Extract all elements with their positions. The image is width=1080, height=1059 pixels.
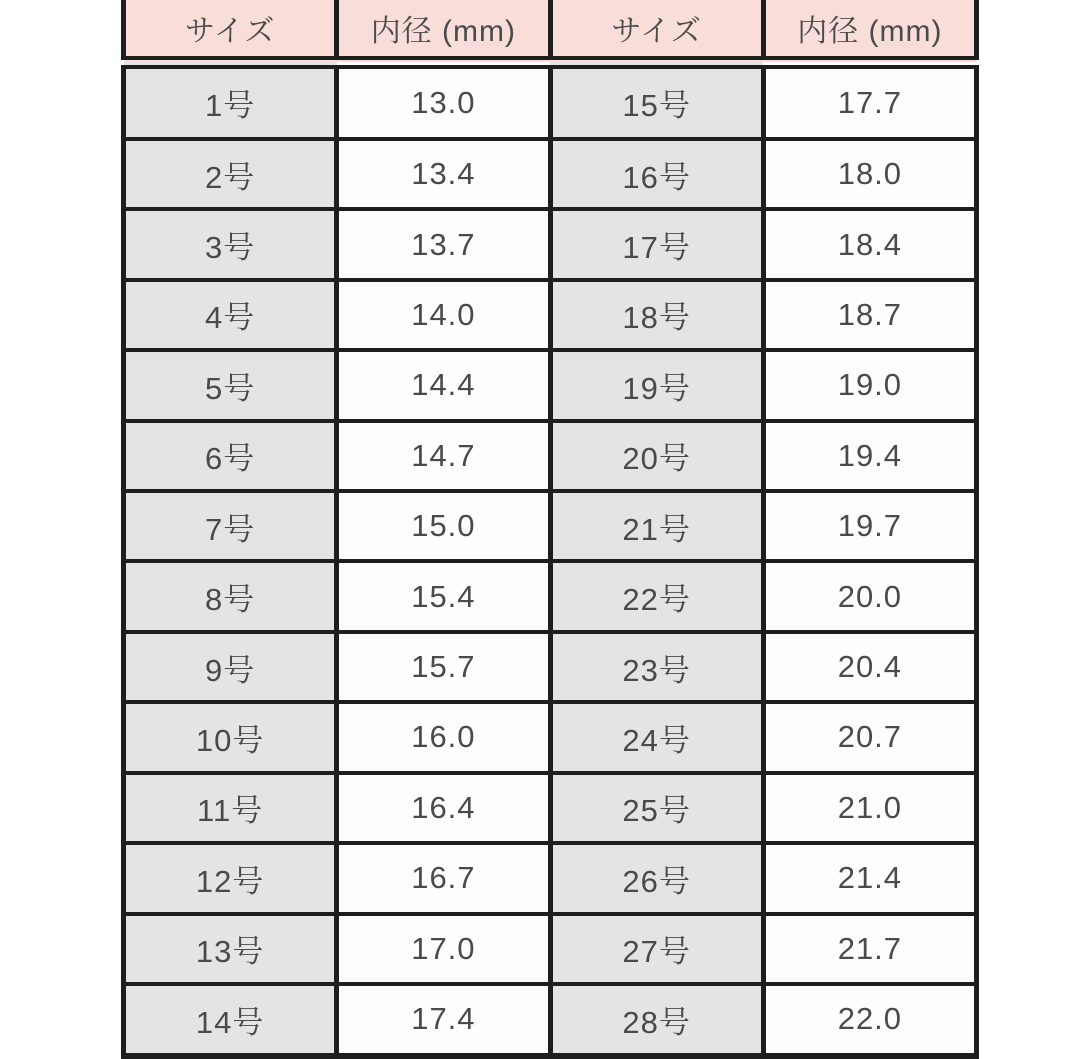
size-cell: 21号	[550, 491, 763, 561]
size-cell: 16号	[550, 139, 763, 209]
header-diameter-right: 内径 (mm)	[763, 0, 976, 62]
size-cell: 22号	[550, 561, 763, 631]
size-cell: 25号	[550, 773, 763, 843]
diameter-cell: 16.4	[337, 773, 550, 843]
diameter-cell: 14.7	[337, 421, 550, 491]
size-cell: 19号	[550, 350, 763, 420]
diameter-cell: 18.7	[763, 280, 976, 350]
diameter-cell: 21.7	[763, 914, 976, 984]
table-row	[124, 62, 977, 139]
size-cell: 20号	[550, 421, 763, 491]
table-row	[124, 280, 977, 350]
diameter-cell: 14.4	[337, 350, 550, 420]
diameter-cell: 20.0	[763, 561, 976, 631]
size-cell: 23号	[550, 632, 763, 702]
diameter-cell: 13.7	[337, 209, 550, 279]
table-row	[124, 914, 977, 984]
diameter-cell: 17.4	[337, 984, 550, 1056]
table-row	[124, 843, 977, 913]
table-row	[124, 209, 977, 279]
size-cell: 17号	[550, 209, 763, 279]
diameter-cell: 17.7	[763, 62, 976, 139]
table-row	[124, 632, 977, 702]
diameter-cell: 13.0	[337, 62, 550, 139]
header-row	[124, 0, 977, 62]
table-row	[124, 702, 977, 772]
size-cell: 14号	[124, 984, 337, 1056]
table-row	[124, 350, 977, 420]
header-size-left: サイズ	[124, 0, 337, 62]
size-cell: 10号	[124, 702, 337, 772]
size-cell: 15号	[550, 62, 763, 139]
diameter-cell: 20.4	[763, 632, 976, 702]
size-cell: 13号	[124, 914, 337, 984]
diameter-cell: 15.4	[337, 561, 550, 631]
header-diameter-left: 内径 (mm)	[337, 0, 550, 62]
size-cell: 11号	[124, 773, 337, 843]
diameter-cell: 16.7	[337, 843, 550, 913]
table-row	[124, 421, 977, 491]
size-cell: 24号	[550, 702, 763, 772]
diameter-cell: 15.7	[337, 632, 550, 702]
size-cell: 1号	[124, 62, 337, 139]
size-cell: 8号	[124, 561, 337, 631]
diameter-cell: 14.0	[337, 280, 550, 350]
table-row	[124, 984, 977, 1056]
diameter-cell: 15.0	[337, 491, 550, 561]
diameter-cell: 16.0	[337, 702, 550, 772]
table-row	[124, 773, 977, 843]
table-row	[124, 139, 977, 209]
diameter-cell: 21.0	[763, 773, 976, 843]
size-cell: 2号	[124, 139, 337, 209]
table-row	[124, 561, 977, 631]
diameter-cell: 13.4	[337, 139, 550, 209]
size-cell: 27号	[550, 914, 763, 984]
size-cell: 4号	[124, 280, 337, 350]
size-cell: 12号	[124, 843, 337, 913]
diameter-cell: 19.4	[763, 421, 976, 491]
diameter-cell: 18.0	[763, 139, 976, 209]
diameter-cell: 22.0	[763, 984, 976, 1056]
diameter-cell: 21.4	[763, 843, 976, 913]
table-body	[124, 62, 977, 1056]
table-header	[124, 0, 977, 62]
size-cell: 7号	[124, 491, 337, 561]
header-size-right: サイズ	[550, 0, 763, 62]
size-cell: 28号	[550, 984, 763, 1056]
size-cell: 6号	[124, 421, 337, 491]
diameter-cell: 20.7	[763, 702, 976, 772]
size-cell: 5号	[124, 350, 337, 420]
diameter-cell: 19.7	[763, 491, 976, 561]
size-cell: 3号	[124, 209, 337, 279]
size-cell: 18号	[550, 280, 763, 350]
size-cell: 9号	[124, 632, 337, 702]
size-cell: 26号	[550, 843, 763, 913]
diameter-cell: 18.4	[763, 209, 976, 279]
diameter-cell: 19.0	[763, 350, 976, 420]
diameter-cell: 17.0	[337, 914, 550, 984]
ring-size-table	[121, 0, 979, 1059]
table-row	[124, 491, 977, 561]
